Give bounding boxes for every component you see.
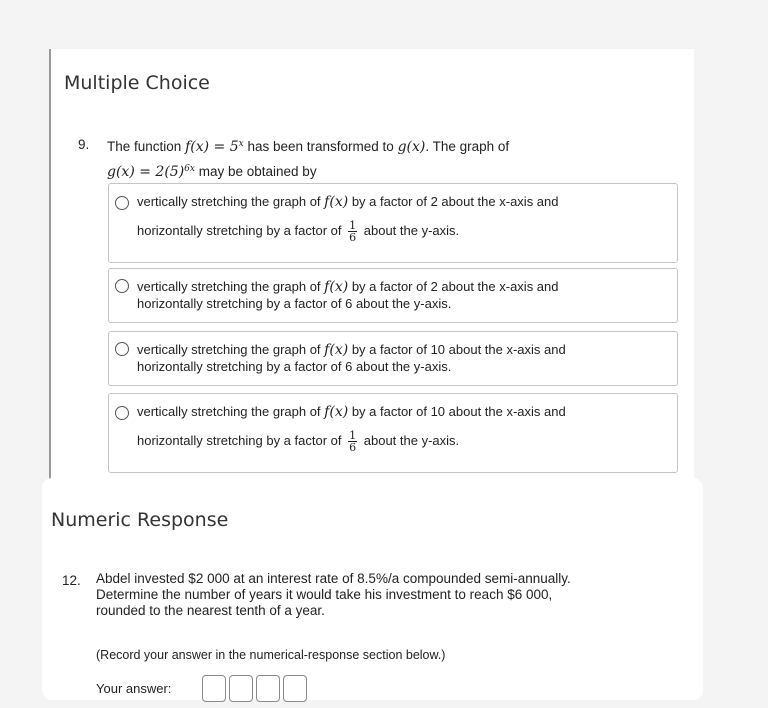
question-number: 9. <box>78 137 90 152</box>
option-b[interactable]: vertically stretching the graph of f(x) by a factor of 2 about the x-axis and horizontally stretching by a factor of 6 about the y-axis. <box>108 268 678 323</box>
radio-button-d[interactable] <box>115 406 129 420</box>
answer-digit-box-1[interactable] <box>202 675 226 702</box>
answer-digit-box-2[interactable] <box>229 675 253 702</box>
multiple-choice-title: Multiple Choice <box>64 72 210 94</box>
question-text: The function $f(x) = 5^x$ has been transformed to g(x). The graph of $g(x) = 2(5)^{6x}$ may be obtained by <box>107 139 510 180</box>
numeric-response-title: Numeric Response <box>51 509 229 531</box>
numeric-question-text: Abdel invested $2 000 at an interest rate of 8.5%/a compounded semi-annually. Determine the number of years it would take his investment to reach $6 000, rounded to the nearest tenth of a year. <box>96 571 571 618</box>
radio-button-b[interactable] <box>115 279 129 293</box>
answer-boxes <box>202 675 307 702</box>
fraction-one-sixth: $\frac{1}{6}$ <box>349 219 357 244</box>
option-c[interactable]: vertically stretching the graph of f(x) by a factor of 10 about the x-axis and horizontally stretching by a factor of 6 about the y-axis. <box>108 331 678 386</box>
instruction-text: (Record your answer in the numerical-response section below.) <box>96 648 446 662</box>
option-a[interactable]: vertically stretching the graph of f(x) by a factor of 2 about the x-axis and horizontally stretching by a factor of $\frac{1}{6}$ about the y-axis. <box>108 183 678 263</box>
option-d[interactable]: vertically stretching the graph of f(x) by a factor of 10 about the x-axis and horizontally stretching by a factor of $\frac{1}{6}$ about the y-axis. <box>108 393 678 473</box>
answer-digit-box-4[interactable] <box>283 675 307 702</box>
radio-button-c[interactable] <box>115 342 129 356</box>
question-number: 12. <box>62 573 81 588</box>
fraction-one-sixth: $\frac{1}{6}$ <box>349 429 357 454</box>
answer-label: Your answer: <box>96 681 172 696</box>
answer-digit-box-3[interactable] <box>256 675 280 702</box>
radio-button-a[interactable] <box>115 196 129 210</box>
